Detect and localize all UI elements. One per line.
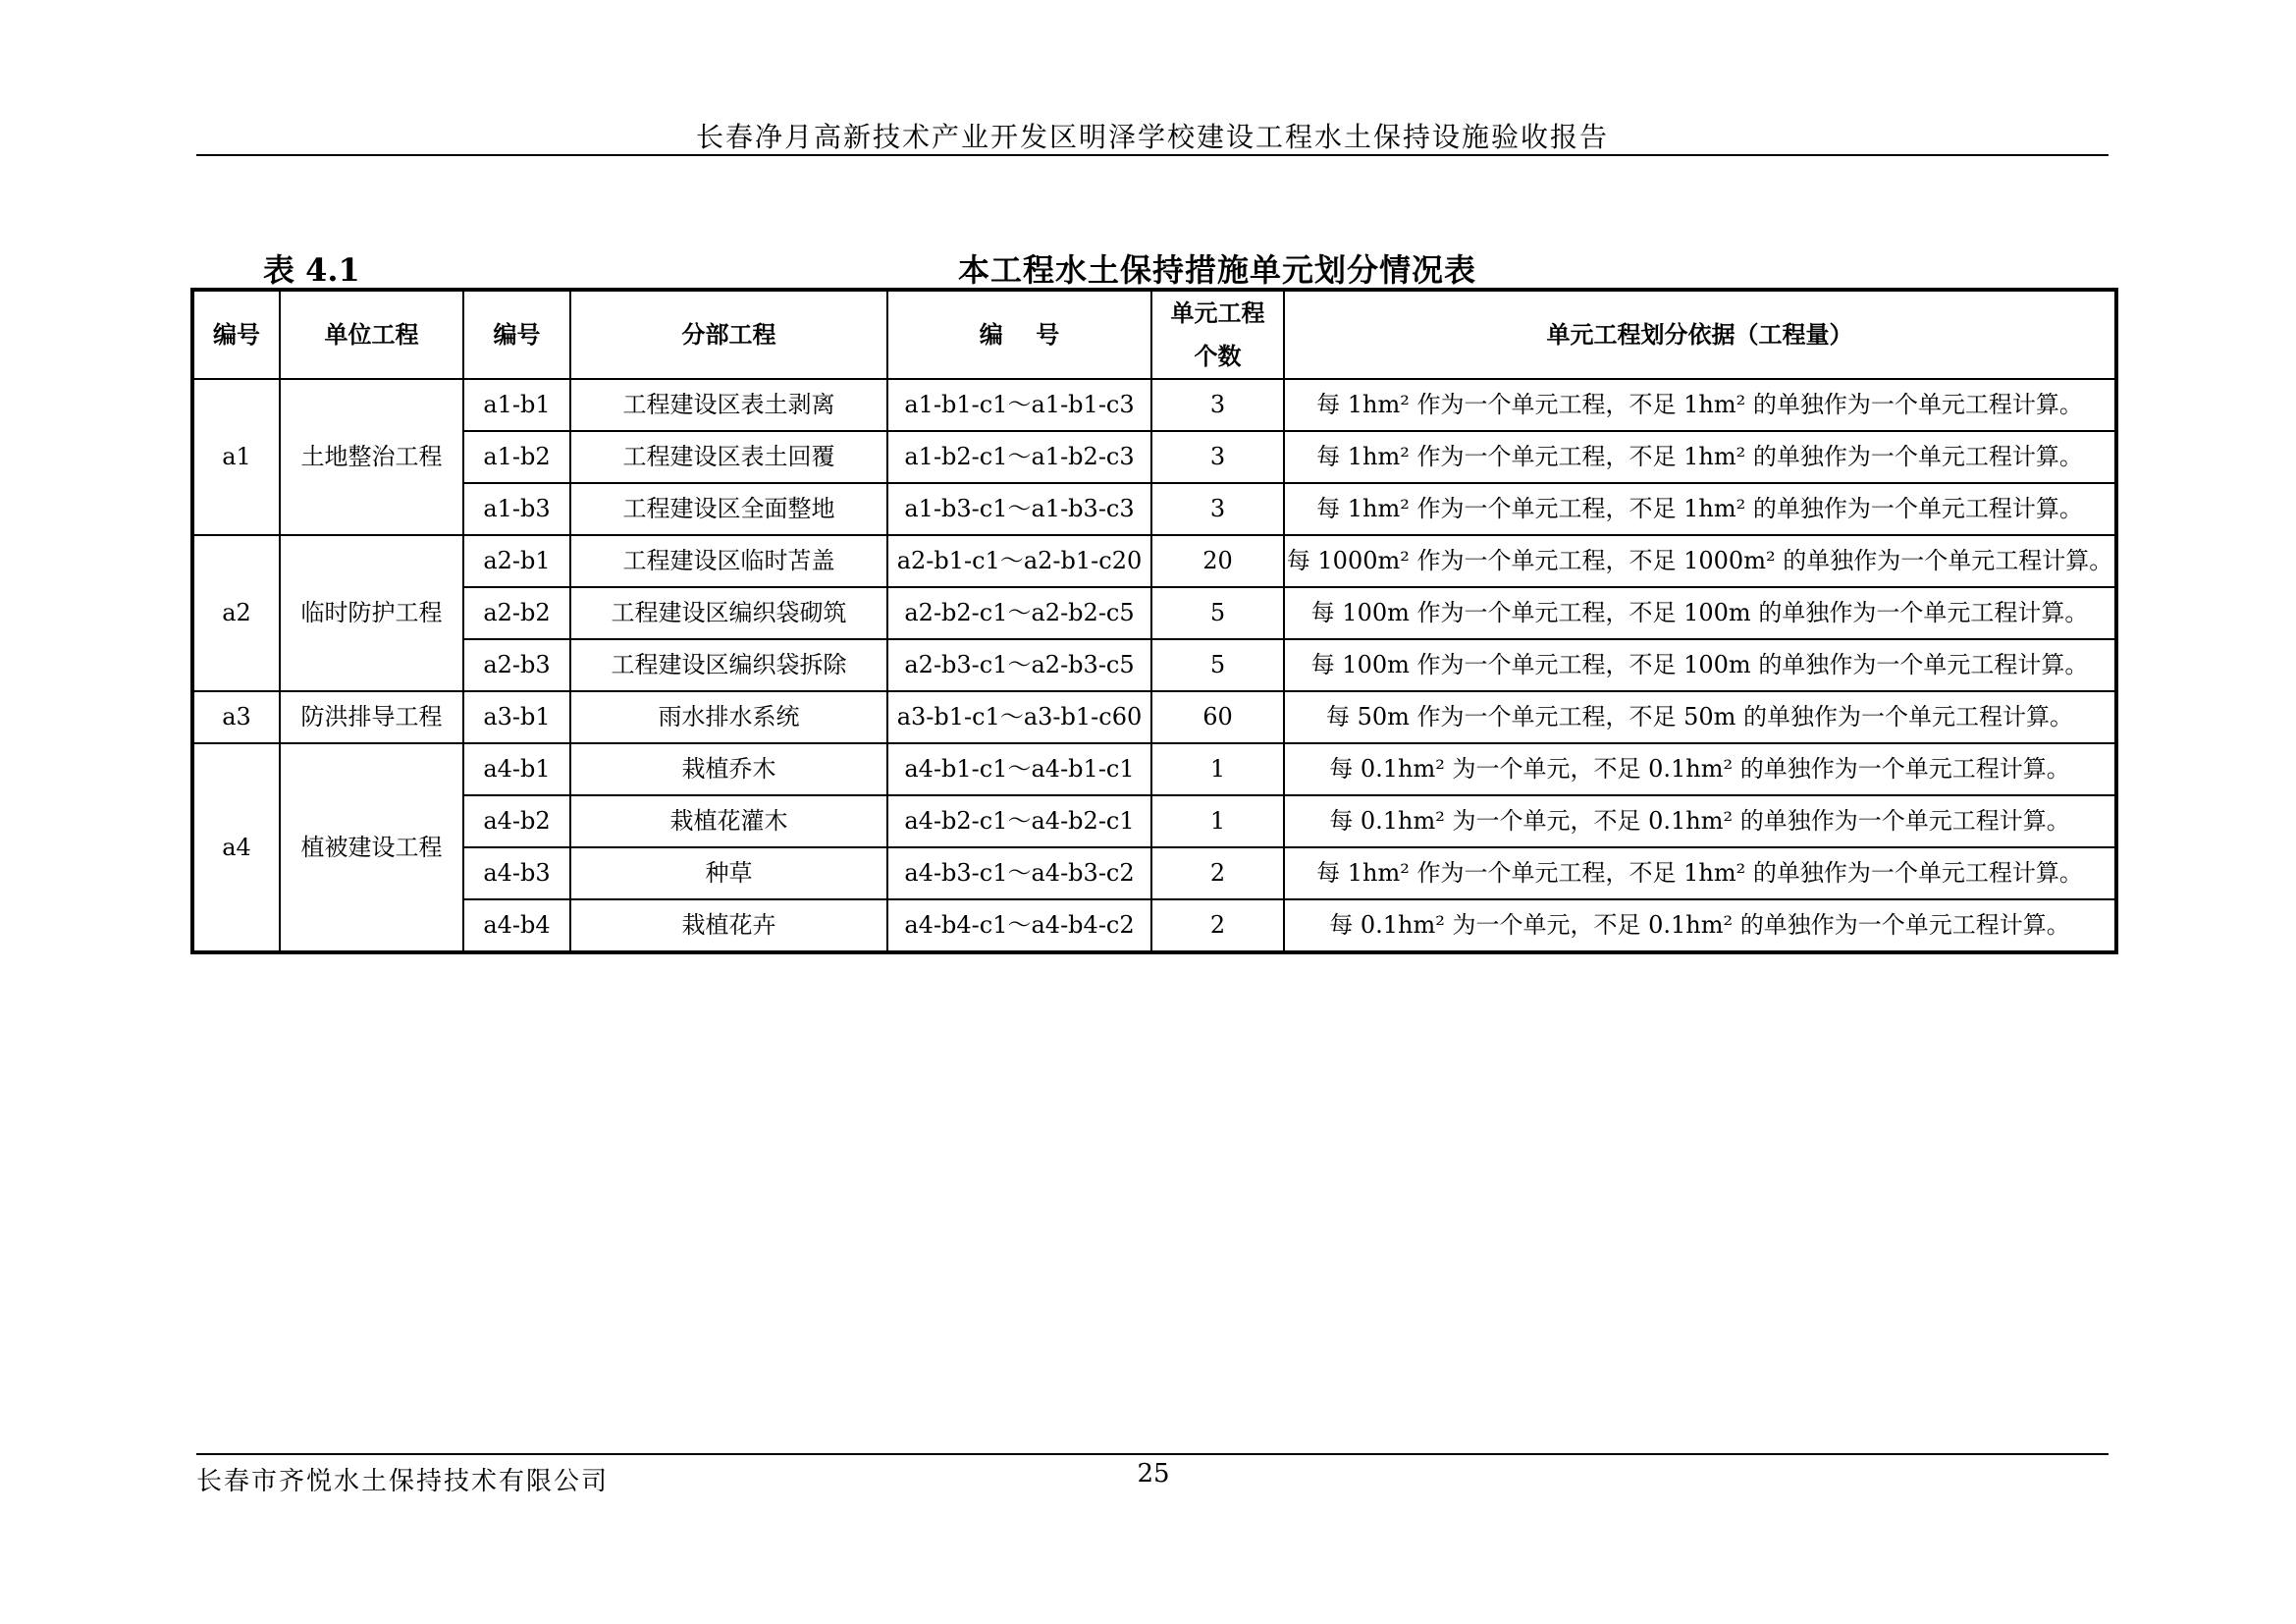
footer-rule	[196, 1453, 2109, 1455]
col-header-count-line2: 个数	[1194, 342, 1242, 370]
table-row	[192, 483, 2116, 535]
part-name-cell: 工程建设区编织袋拆除	[570, 639, 887, 691]
range-cell: a2-b2-c1～a2-b2-c5	[887, 587, 1151, 639]
unit-name-cell: 植被建设工程	[280, 743, 463, 952]
unit-name-cell: 防洪排导工程	[280, 691, 463, 743]
part-no-cell: a2-b3	[463, 639, 570, 691]
count-cell: 2	[1151, 847, 1284, 899]
count-cell: 60	[1151, 691, 1284, 743]
header-rule	[196, 154, 2109, 156]
part-no-cell: a2-b2	[463, 587, 570, 639]
part-name-cell: 栽植花灌木	[570, 795, 887, 847]
table-row	[192, 795, 2116, 847]
table-row	[192, 587, 2116, 639]
part-no-cell: a1-b1	[463, 379, 570, 431]
basis-cell: 每 0.1hm² 为一个单元，不足 0.1hm² 的单独作为一个单元工程计算。	[1284, 743, 2116, 795]
col-header-part-name: 分部工程	[570, 290, 887, 379]
table-row	[192, 847, 2116, 899]
basis-cell: 每 50m 作为一个单元工程，不足 50m 的单独作为一个单元工程计算。	[1284, 691, 2116, 743]
col-header-basis: 单元工程划分依据（工程量）	[1284, 290, 2116, 379]
basis-cell: 每 1000m² 作为一个单元工程，不足 1000m² 的单独作为一个单元工程计算。	[1284, 535, 2116, 587]
table-header-row	[192, 290, 2116, 379]
basis-cell: 每 1hm² 作为一个单元工程，不足 1hm² 的单独作为一个单元工程计算。	[1284, 431, 2116, 483]
part-no-cell: a3-b1	[463, 691, 570, 743]
range-cell: a3-b1-c1～a3-b1-c60	[887, 691, 1151, 743]
running-header: 长春净月高新技术产业开发区明泽学校建设工程水土保持设施验收报告	[695, 121, 1609, 153]
part-no-cell: a4-b3	[463, 847, 570, 899]
range-cell: a4-b4-c1～a4-b4-c2	[887, 899, 1151, 952]
part-name-cell: 雨水排水系统	[570, 691, 887, 743]
count-cell: 1	[1151, 743, 1284, 795]
col-header-range: 编 号	[887, 290, 1151, 379]
part-no-cell: a1-b2	[463, 431, 570, 483]
count-cell: 3	[1151, 483, 1284, 535]
count-cell: 1	[1151, 795, 1284, 847]
basis-cell: 每 0.1hm² 为一个单元，不足 0.1hm² 的单独作为一个单元工程计算。	[1284, 899, 2116, 952]
part-no-cell: a4-b4	[463, 899, 570, 952]
table-row	[192, 379, 2116, 431]
col-header-count-line1: 单元工程	[1170, 298, 1265, 327]
part-no-cell: a4-b1	[463, 743, 570, 795]
unit-no-cell: a4	[192, 743, 280, 952]
part-name-cell: 工程建设区表土剥离	[570, 379, 887, 431]
count-cell: 20	[1151, 535, 1284, 587]
table-row	[192, 691, 2116, 743]
part-name-cell: 工程建设区全面整地	[570, 483, 887, 535]
part-name-cell: 种草	[570, 847, 887, 899]
basis-cell: 每 100m 作为一个单元工程，不足 100m 的单独作为一个单元工程计算。	[1284, 639, 2116, 691]
page-number: 25	[1137, 1459, 1170, 1489]
count-cell: 5	[1151, 639, 1284, 691]
range-cell: a1-b1-c1～a1-b1-c3	[887, 379, 1151, 431]
part-no-cell: a4-b2	[463, 795, 570, 847]
unit-no-cell: a2	[192, 535, 280, 691]
col-header-unit-no: 编号	[192, 290, 280, 379]
unit-no-cell: a3	[192, 691, 280, 743]
part-name-cell: 栽植花卉	[570, 899, 887, 952]
basis-cell: 每 0.1hm² 为一个单元，不足 0.1hm² 的单独作为一个单元工程计算。	[1284, 795, 2116, 847]
table-title: 本工程水土保持措施单元划分情况表	[957, 251, 1476, 289]
count-cell: 3	[1151, 379, 1284, 431]
basis-cell: 每 1hm² 作为一个单元工程，不足 1hm² 的单独作为一个单元工程计算。	[1284, 847, 2116, 899]
count-cell: 5	[1151, 587, 1284, 639]
count-cell: 2	[1151, 899, 1284, 952]
table-number: 表 4.1	[263, 251, 360, 289]
range-cell: a4-b1-c1～a4-b1-c1	[887, 743, 1151, 795]
part-name-cell: 栽植乔木	[570, 743, 887, 795]
range-cell: a2-b3-c1～a2-b3-c5	[887, 639, 1151, 691]
col-header-count	[1151, 290, 1284, 379]
unit-name-cell: 土地整治工程	[280, 379, 463, 535]
unit-name-cell: 临时防护工程	[280, 535, 463, 691]
basis-cell: 每 1hm² 作为一个单元工程，不足 1hm² 的单独作为一个单元工程计算。	[1284, 379, 2116, 431]
table-row	[192, 899, 2116, 952]
unit-no-cell: a1	[192, 379, 280, 535]
part-no-cell: a1-b3	[463, 483, 570, 535]
part-name-cell: 工程建设区编织袋砌筑	[570, 587, 887, 639]
table-row	[192, 535, 2116, 587]
table-row	[192, 743, 2116, 795]
count-cell: 3	[1151, 431, 1284, 483]
basis-cell: 每 1hm² 作为一个单元工程，不足 1hm² 的单独作为一个单元工程计算。	[1284, 483, 2116, 535]
part-name-cell: 工程建设区临时苫盖	[570, 535, 887, 587]
part-no-cell: a2-b1	[463, 535, 570, 587]
range-cell: a2-b1-c1～a2-b1-c20	[887, 535, 1151, 587]
col-header-part-no: 编号	[463, 290, 570, 379]
part-name-cell: 工程建设区表土回覆	[570, 431, 887, 483]
col-header-unit-name: 单位工程	[280, 290, 463, 379]
table-row	[192, 431, 2116, 483]
table-row	[192, 639, 2116, 691]
unit-division-table	[190, 288, 2118, 954]
range-cell: a4-b2-c1～a4-b2-c1	[887, 795, 1151, 847]
range-cell: a4-b3-c1～a4-b3-c2	[887, 847, 1151, 899]
basis-cell: 每 100m 作为一个单元工程，不足 100m 的单独作为一个单元工程计算。	[1284, 587, 2116, 639]
footer-company: 长春市齐悦水土保持技术有限公司	[196, 1467, 610, 1496]
range-cell: a1-b2-c1～a1-b2-c3	[887, 431, 1151, 483]
range-cell: a1-b3-c1～a1-b3-c3	[887, 483, 1151, 535]
